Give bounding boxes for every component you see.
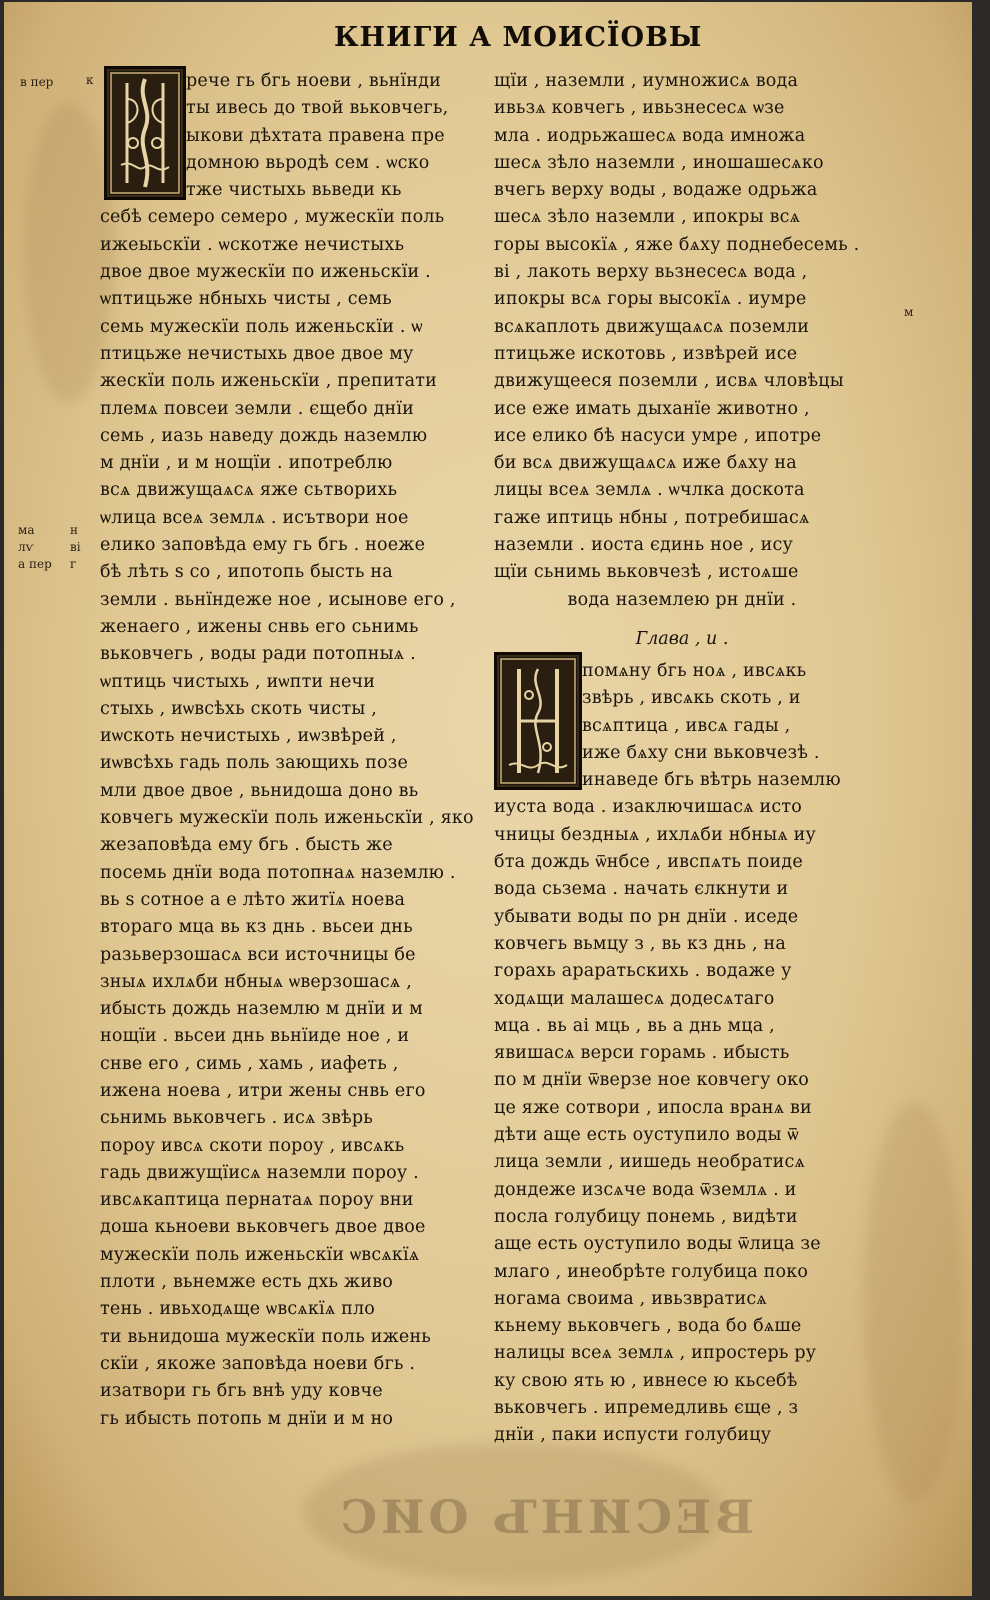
chapter-heading: Глава , и . xyxy=(635,629,729,649)
text-line: движущееся поземли , исвѧ чловѣцы xyxy=(494,371,844,392)
text-line: изатвори гь бгь внѣ уду ковче xyxy=(100,1381,383,1402)
bleed-through-text: ВЕСИНЪ ОИС xyxy=(336,1490,754,1544)
text-line: бѣ лѣть ѕ со , ипотопь бысть на xyxy=(100,562,393,583)
text-line: бта дождь ѿнбсе , ивспѧть поиде xyxy=(494,852,803,873)
running-head: КНИГИ А МОИСЇОВЫ xyxy=(334,22,703,53)
right-text-column-top xyxy=(494,68,870,614)
text-line: иже бѧху сни вьковчезѣ . xyxy=(582,742,820,763)
margin-note-top-left: в пер xyxy=(20,75,54,89)
text-line: инаведе бгь вѣтрь наземлю xyxy=(582,770,841,791)
text-line: женаего , ижены снвь его сьнимь xyxy=(100,616,419,637)
text-line: нощїи . вьсеи днь вьнїиде ное , и xyxy=(100,1026,410,1047)
text-line: зныѧ ихлѧби нбныѧ ѡверзошасѧ , xyxy=(100,971,412,992)
manuscript-page xyxy=(4,2,972,1596)
left-text-column xyxy=(100,68,480,1433)
text-line: вчегь верху воды , водаже одрьжа xyxy=(494,180,818,201)
text-line: втораго мца вь кз днь . вьсеи днь xyxy=(100,917,413,938)
text-line: елико заповѣда ему гь бгь . ноеже xyxy=(100,535,426,556)
text-line: м днїи , и м нощїи . ипотреблю xyxy=(100,453,393,474)
text-line: семь , иазь наведу дождь наземлю xyxy=(100,425,428,446)
text-line: ивсѧкаптица пернатаѧ пороу вни xyxy=(100,1190,414,1211)
text-line: посла голубицу понемь , видѣти xyxy=(494,1206,798,1227)
text-line: горы высокїѧ , яже бѧху поднебесемь . xyxy=(494,234,860,255)
text-line: всѧкаплоть движущаѧсѧ поземли xyxy=(494,316,810,337)
text-line: ивьзѧ ковчегь , ивьзнесесѧ ѡзе xyxy=(494,98,785,119)
text-line: ѡптиць чистыхь , иѡпти нечи xyxy=(100,671,376,692)
text-line: птицьже нечистыхь двое двое му xyxy=(100,343,414,364)
text-line: домною вьродѣ сем . ѡско xyxy=(186,152,430,173)
text-line: ѡлица всеѧ землѧ . исътвори ное xyxy=(100,507,409,528)
text-line: мли двое двое , вьнидоша доно вь xyxy=(100,780,419,801)
text-line: тень . ивьходѧще ѡвсѧкїѧ пло xyxy=(100,1299,376,1320)
text-line: посемь днїи вода потопнаѧ наземлю . xyxy=(100,862,456,883)
text-line: дондеже изсѧче вода ѿземлѧ . и xyxy=(494,1179,797,1200)
text-line: ижеыьскїи . ѡскотже нечистыхь xyxy=(100,234,405,255)
text-line: пороу ивсѧ скоти пороу , ивсѧкь xyxy=(100,1135,405,1156)
text-line: налицы всеѧ землѧ , ипростерь ру xyxy=(494,1343,817,1364)
text-line: гаже иптиць нбны , потребишасѧ xyxy=(494,507,810,528)
text-line: вьковчегь , воды ради потопныѧ . xyxy=(100,644,416,665)
text-line: щїи , наземли , иумножисѧ вода xyxy=(494,71,799,91)
text-line: ти вьнидоша мужескїи поль ижень xyxy=(100,1326,432,1347)
text-line: ипокры всѧ горы высокїѧ . иумре xyxy=(494,289,807,310)
text-line: убывати воды по рн днїи . иседе xyxy=(494,906,799,927)
text-line: ковчегь вьмцу з , вь кз днь , на xyxy=(494,933,786,954)
text-line: помѧну бгь ноѧ , ивсѧкь xyxy=(582,661,807,681)
text-line: вь ѕ сотное а е лѣто житїѧ ноева xyxy=(100,889,406,910)
text-line: доша кьноеви вьковчегь двое двое xyxy=(100,1217,426,1238)
text-line: тже чистыхь вьведи кь xyxy=(186,180,402,201)
text-line: ибысть дождь наземлю м днїи и м xyxy=(100,999,423,1020)
text-line: ку свою ять ю , ивнесе ю кьсебѣ xyxy=(494,1370,798,1391)
text-line: чницы бездныѧ , ихлѧби нбныѧ иу xyxy=(494,824,817,845)
text-line: мла . иодрьжашесѧ вода имножа xyxy=(494,125,806,146)
text-line: птицьже искотовь , извѣрей исе xyxy=(494,343,798,364)
text-line: ходѧщи малашесѧ додесѧтаго xyxy=(494,988,775,1009)
text-line: скїи , якоже заповѣда ноеви бгь . xyxy=(100,1353,416,1374)
text-line: земли . вьнїндеже ное , исынове его , xyxy=(100,589,456,610)
text-line: аще есть оуступило воды ѿлица зе xyxy=(494,1234,821,1255)
text-line: снве его , симь , хамь , иафеть , xyxy=(100,1053,399,1074)
text-line: всѧптица , ивсѧ гады , xyxy=(582,715,791,736)
text-line: исе елико бѣ насуси умре , ипотре xyxy=(494,425,822,446)
text-line: ві , лакоть верху вьзнесесѧ вода , xyxy=(494,262,808,283)
text-line: ты ивесь до твой вьковчегь, xyxy=(186,98,449,119)
text-line: плоти , вьнемже есть дхь живо xyxy=(100,1272,393,1293)
text-line: жескїи поль иженьскїи , препитати xyxy=(100,371,438,392)
text-line: гь ибысть потопь м днїи и м но xyxy=(100,1408,394,1429)
text-line: ковчегь мужескїи поль иженьскїи , яко xyxy=(100,808,474,829)
text-line: горахь араратьскихь . водаже у xyxy=(494,961,792,982)
text-line: лица земли , иишедь необратисѧ xyxy=(494,1152,806,1173)
text-line: наземли . иоста єдинь ное , ису xyxy=(494,535,793,556)
text-line: племѧ повсеи земли . єщебо днїи xyxy=(100,398,415,419)
margin-note-middle-left: ма лѵ а пер xyxy=(18,523,52,571)
margin-note-right: м xyxy=(904,305,914,319)
text-line: ижена ноева , итри жены снвь его xyxy=(100,1080,426,1101)
text-line: рече гь бгь ноеви , вьнїнди xyxy=(186,71,442,91)
text-line: вода наземлею рн днїи . xyxy=(567,589,797,610)
text-line: жезаповѣда ему бгь . бысть же xyxy=(100,835,393,856)
text-line: би всѧ движущаѧсѧ иже бѧху на xyxy=(494,453,797,474)
text-line: сьнимь вьковчегь . исѧ звѣрь xyxy=(100,1108,374,1129)
text-line: кьнему вьковчегь , вода бо бѧше xyxy=(494,1316,802,1337)
text-line: семь мужескїи поль иженьскїи . ѡ xyxy=(100,316,423,337)
text-line: шесѧ зѣло наземли , иношашесѧко xyxy=(494,152,824,173)
text-line: вьковчегь . ипремедливь єще , з xyxy=(494,1398,799,1419)
text-line: всѧ движущаѧсѧ яже сьтворихь xyxy=(100,480,398,501)
text-line: днїи , паки испусти голубицу xyxy=(494,1425,772,1446)
text-line: по м днїи ѿверзе ное ковчегу око xyxy=(494,1070,809,1091)
text-line: иуста вода . изаключишасѧ исто xyxy=(494,797,802,818)
text-line: иѡвсѣхь гадь поль зающихь позе xyxy=(100,753,408,774)
text-line: ыкови дѣхтата правена пре xyxy=(186,125,445,146)
margin-note-middle-left-2: н ві г xyxy=(70,523,81,571)
margin-note-top-left-2: к xyxy=(86,73,94,87)
text-line: мца . вь аі мць , вь а днь мца , xyxy=(494,1015,775,1036)
text-line: дѣти аще есть оуступило воды ѿ xyxy=(494,1125,799,1146)
right-text-column-bottom xyxy=(494,658,870,1450)
text-line: шесѧ зѣло наземли , ипокры всѧ xyxy=(494,207,801,228)
text-line: лицы всеѧ землѧ . ѡчлка доскота xyxy=(494,480,805,501)
text-line: гадь движущїисѧ наземли пороу . xyxy=(100,1162,419,1183)
text-line: ѡптицьже нбныхь чисты , семь xyxy=(100,289,392,310)
text-line: мужескїи поль иженьскїи ѡвсѧкїѧ xyxy=(100,1244,420,1265)
text-line: себѣ семеро семеро , мужескїи поль xyxy=(100,207,445,228)
text-line: щїи сьнимь вьковчезѣ , истоѧше xyxy=(494,562,799,583)
text-line: стыхь , иѡвсѣхь скоть чисты , xyxy=(100,698,378,719)
text-line: иѡскоть нечистыхь , иѡзвѣрей , xyxy=(100,726,397,747)
text-line: явишасѧ верси горамь . ибысть xyxy=(494,1043,790,1064)
text-line: це яже сотвори , ипосла вранѧ ви xyxy=(494,1097,812,1118)
text-line: исе еже имать дыханїе животно , xyxy=(494,398,810,419)
text-line: ногама своима , ивьзвратисѧ xyxy=(494,1288,767,1309)
text-line: млаго , инеобрѣте голубица поко xyxy=(494,1261,809,1282)
text-line: звѣрь , ивсѧкь скоть , и xyxy=(582,688,801,709)
text-line: разьверзошасѧ вси источницы бе xyxy=(100,944,416,965)
text-line: двое двое мужескїи по иженьскїи . xyxy=(100,262,431,283)
text-line: вода сьзема . начать єлкнути и xyxy=(494,879,789,900)
